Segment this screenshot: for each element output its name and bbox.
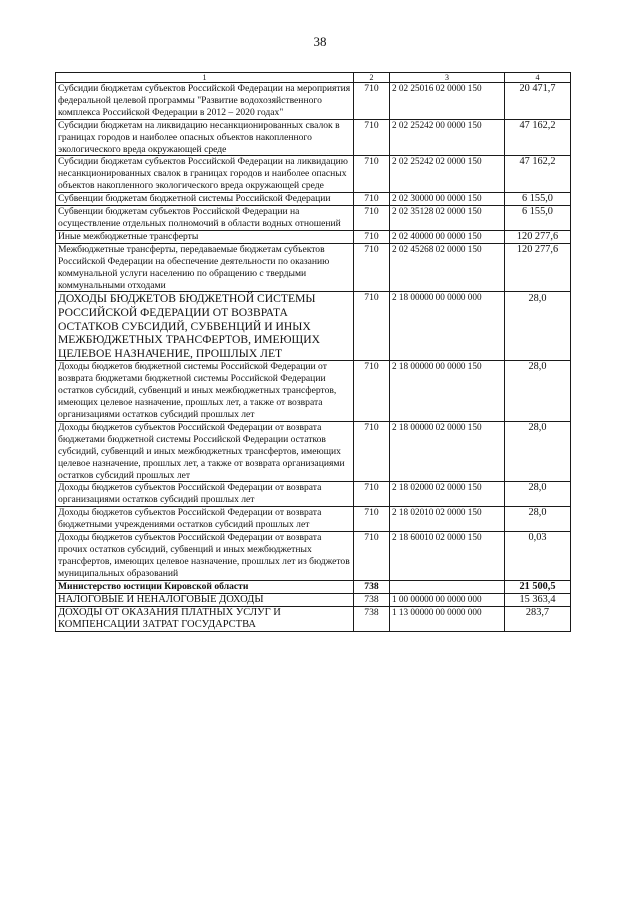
table-row xyxy=(56,507,571,532)
table-row xyxy=(56,593,571,606)
table-row xyxy=(56,193,571,206)
cell-admin-code: 710 xyxy=(354,206,390,231)
cell-amount: 28,0 xyxy=(505,482,571,507)
cell-classification-code: 1 00 00000 00 0000 000 xyxy=(390,593,505,606)
cell-classification-code: 2 18 02010 02 0000 150 xyxy=(390,507,505,532)
cell-amount: 47 162,2 xyxy=(505,119,571,156)
cell-admin-code: 710 xyxy=(354,83,390,120)
cell-classification-code: 2 18 02000 02 0000 150 xyxy=(390,482,505,507)
cell-amount: 6 155,0 xyxy=(505,206,571,231)
cell-classification-code: 2 02 35128 02 0000 150 xyxy=(390,206,505,231)
cell-name: Субвенции бюджетам бюджетной системы Российской Федерации xyxy=(56,193,354,206)
cell-classification-code: 2 18 00000 02 0000 150 xyxy=(390,421,505,482)
cell-amount: 28,0 xyxy=(505,421,571,482)
cell-amount: 47 162,2 xyxy=(505,156,571,193)
cell-classification-code: 2 02 45268 02 0000 150 xyxy=(390,243,505,292)
cell-classification-code: 2 02 25242 00 0000 150 xyxy=(390,119,505,156)
table-row xyxy=(56,361,571,422)
table-row xyxy=(56,156,571,193)
table-row xyxy=(56,580,571,593)
cell-name: Министерство юстиции Кировской области xyxy=(56,580,354,593)
cell-classification-code xyxy=(390,580,505,593)
cell-classification-code: 2 18 00000 00 0000 150 xyxy=(390,361,505,422)
cell-admin-code: 710 xyxy=(354,156,390,193)
cell-name: НАЛОГОВЫЕ И НЕНАЛОГОВЫЕ ДОХОДЫ xyxy=(56,593,354,606)
cell-name: Субсидии бюджетам субъектов Российской Федерации на мероприятия федеральной целевой программы "Развитие водохозяйственного комплекса Российской Федерации в 2012 – 2020 годах" xyxy=(56,83,354,120)
cell-name: Доходы бюджетов бюджетной системы Российской Федерации от возврата бюджетами бюджетной системы Российской Федерации остатков субсидий, субвенций и иных межбюджетных трансфертов, имеющих целевое назначение, прошлых лет, а также от возврата организациями остатков субсидий прошлых лет xyxy=(56,361,354,422)
cell-amount: 0,03 xyxy=(505,532,571,581)
cell-name: ДОХОДЫ ОТ ОКАЗАНИЯ ПЛАТНЫХ УСЛУГ И КОМПЕНСАЦИИ ЗАТРАТ ГОСУДАРСТВА xyxy=(56,606,354,632)
cell-amount: 6 155,0 xyxy=(505,193,571,206)
cell-admin-code: 710 xyxy=(354,292,390,361)
cell-name: ДОХОДЫ БЮДЖЕТОВ БЮДЖЕТНОЙ СИСТЕМЫ РОССИЙСКОЙ ФЕДЕРАЦИИ ОТ ВОЗВРАТА ОСТАТКОВ СУБСИДИЙ, СУБВЕНЦИЙ И ИНЫХ МЕЖБЮДЖЕТНЫХ ТРАНСФЕРТОВ, ИМЕЮЩИХ ЦЕЛЕВОЕ НАЗНАЧЕНИЕ, ПРОШЛЫХ ЛЕТ xyxy=(56,292,354,361)
cell-name: Доходы бюджетов субъектов Российской Федерации от возврата прочих остатков субсидий, субвенций и иных межбюджетных трансфертов, имеющих целевое назначение, прошлых лет из бюджетов муниципальных образований xyxy=(56,532,354,581)
cell-name: Доходы бюджетов субъектов Российской Федерации от возврата бюджетными учреждениями остатков субсидий прошлых лет xyxy=(56,507,354,532)
cell-admin-code: 710 xyxy=(354,119,390,156)
cell-classification-code: 2 18 00000 00 0000 000 xyxy=(390,292,505,361)
cell-admin-code: 738 xyxy=(354,580,390,593)
cell-amount: 28,0 xyxy=(505,292,571,361)
cell-admin-code: 710 xyxy=(354,243,390,292)
column-header-amount: 4 xyxy=(505,73,571,83)
cell-name: Межбюджетные трансферты, передаваемые бюджетам субъектов Российской Федерации на обеспечение деятельности по оказанию коммунальной услуги населению по обращению с твердыми коммунальными отходами xyxy=(56,243,354,292)
cell-name: Доходы бюджетов субъектов Российской Федерации от возврата бюджетами бюджетной системы Российской Федерации остатков субсидий, субвенций и иных межбюджетных трансфертов, имеющих целевое назначение, прошлых лет, а также от возврата организациями остатков субсидий прошлых лет xyxy=(56,421,354,482)
cell-classification-code: 2 02 25016 02 0000 150 xyxy=(390,83,505,120)
page-number: 38 xyxy=(313,34,327,49)
table-row xyxy=(56,230,571,243)
cell-admin-code: 738 xyxy=(354,593,390,606)
table-row xyxy=(56,119,571,156)
cell-admin-code: 710 xyxy=(354,421,390,482)
cell-admin-code: 710 xyxy=(354,532,390,581)
cell-classification-code: 2 02 40000 00 0000 150 xyxy=(390,230,505,243)
revenue-table xyxy=(55,72,571,632)
cell-admin-code: 710 xyxy=(354,193,390,206)
cell-admin-code: 738 xyxy=(354,606,390,632)
cell-amount: 28,0 xyxy=(505,361,571,422)
cell-admin-code: 710 xyxy=(354,482,390,507)
table-row xyxy=(56,532,571,581)
cell-admin-code: 710 xyxy=(354,361,390,422)
column-header-code: 3 xyxy=(390,73,505,83)
table-row xyxy=(56,83,571,120)
table-row xyxy=(56,292,571,361)
table-row xyxy=(56,421,571,482)
cell-classification-code: 2 18 60010 02 0000 150 xyxy=(390,532,505,581)
cell-amount: 120 277,6 xyxy=(505,230,571,243)
cell-amount: 20 471,7 xyxy=(505,83,571,120)
cell-classification-code: 2 02 25242 02 0000 150 xyxy=(390,156,505,193)
cell-name: Субвенции бюджетам субъектов Российской Федерации на осуществление отдельных полномочий в области водных отношений xyxy=(56,206,354,231)
cell-amount: 15 363,4 xyxy=(505,593,571,606)
cell-name: Доходы бюджетов субъектов Российской Федерации от возврата организациями остатков субсидий прошлых лет xyxy=(56,482,354,507)
cell-amount: 283,7 xyxy=(505,606,571,632)
column-header-name: 1 xyxy=(56,73,354,83)
table-row xyxy=(56,206,571,231)
cell-name: Субсидии бюджетам субъектов Российской Федерации на ликвидацию несанкционированных свалок в границах городов и наиболее опасных объектов накопленного экологического вреда окружающей среде xyxy=(56,156,354,193)
table-header-row xyxy=(56,73,571,83)
cell-classification-code: 1 13 00000 00 0000 000 xyxy=(390,606,505,632)
cell-amount: 28,0 xyxy=(505,507,571,532)
cell-name: Иные межбюджетные трансферты xyxy=(56,230,354,243)
cell-classification-code: 2 02 30000 00 0000 150 xyxy=(390,193,505,206)
cell-admin-code: 710 xyxy=(354,507,390,532)
cell-name: Субсидии бюджетам на ликвидацию несанкционированных свалок в границах городов и наиболее опасных объектов накопленного экологического вреда окружающей среде xyxy=(56,119,354,156)
table-row xyxy=(56,243,571,292)
cell-admin-code: 710 xyxy=(354,230,390,243)
cell-amount: 21 500,5 xyxy=(505,580,571,593)
column-header-admin: 2 xyxy=(354,73,390,83)
table-row xyxy=(56,606,571,632)
cell-amount: 120 277,6 xyxy=(505,243,571,292)
table-row xyxy=(56,482,571,507)
